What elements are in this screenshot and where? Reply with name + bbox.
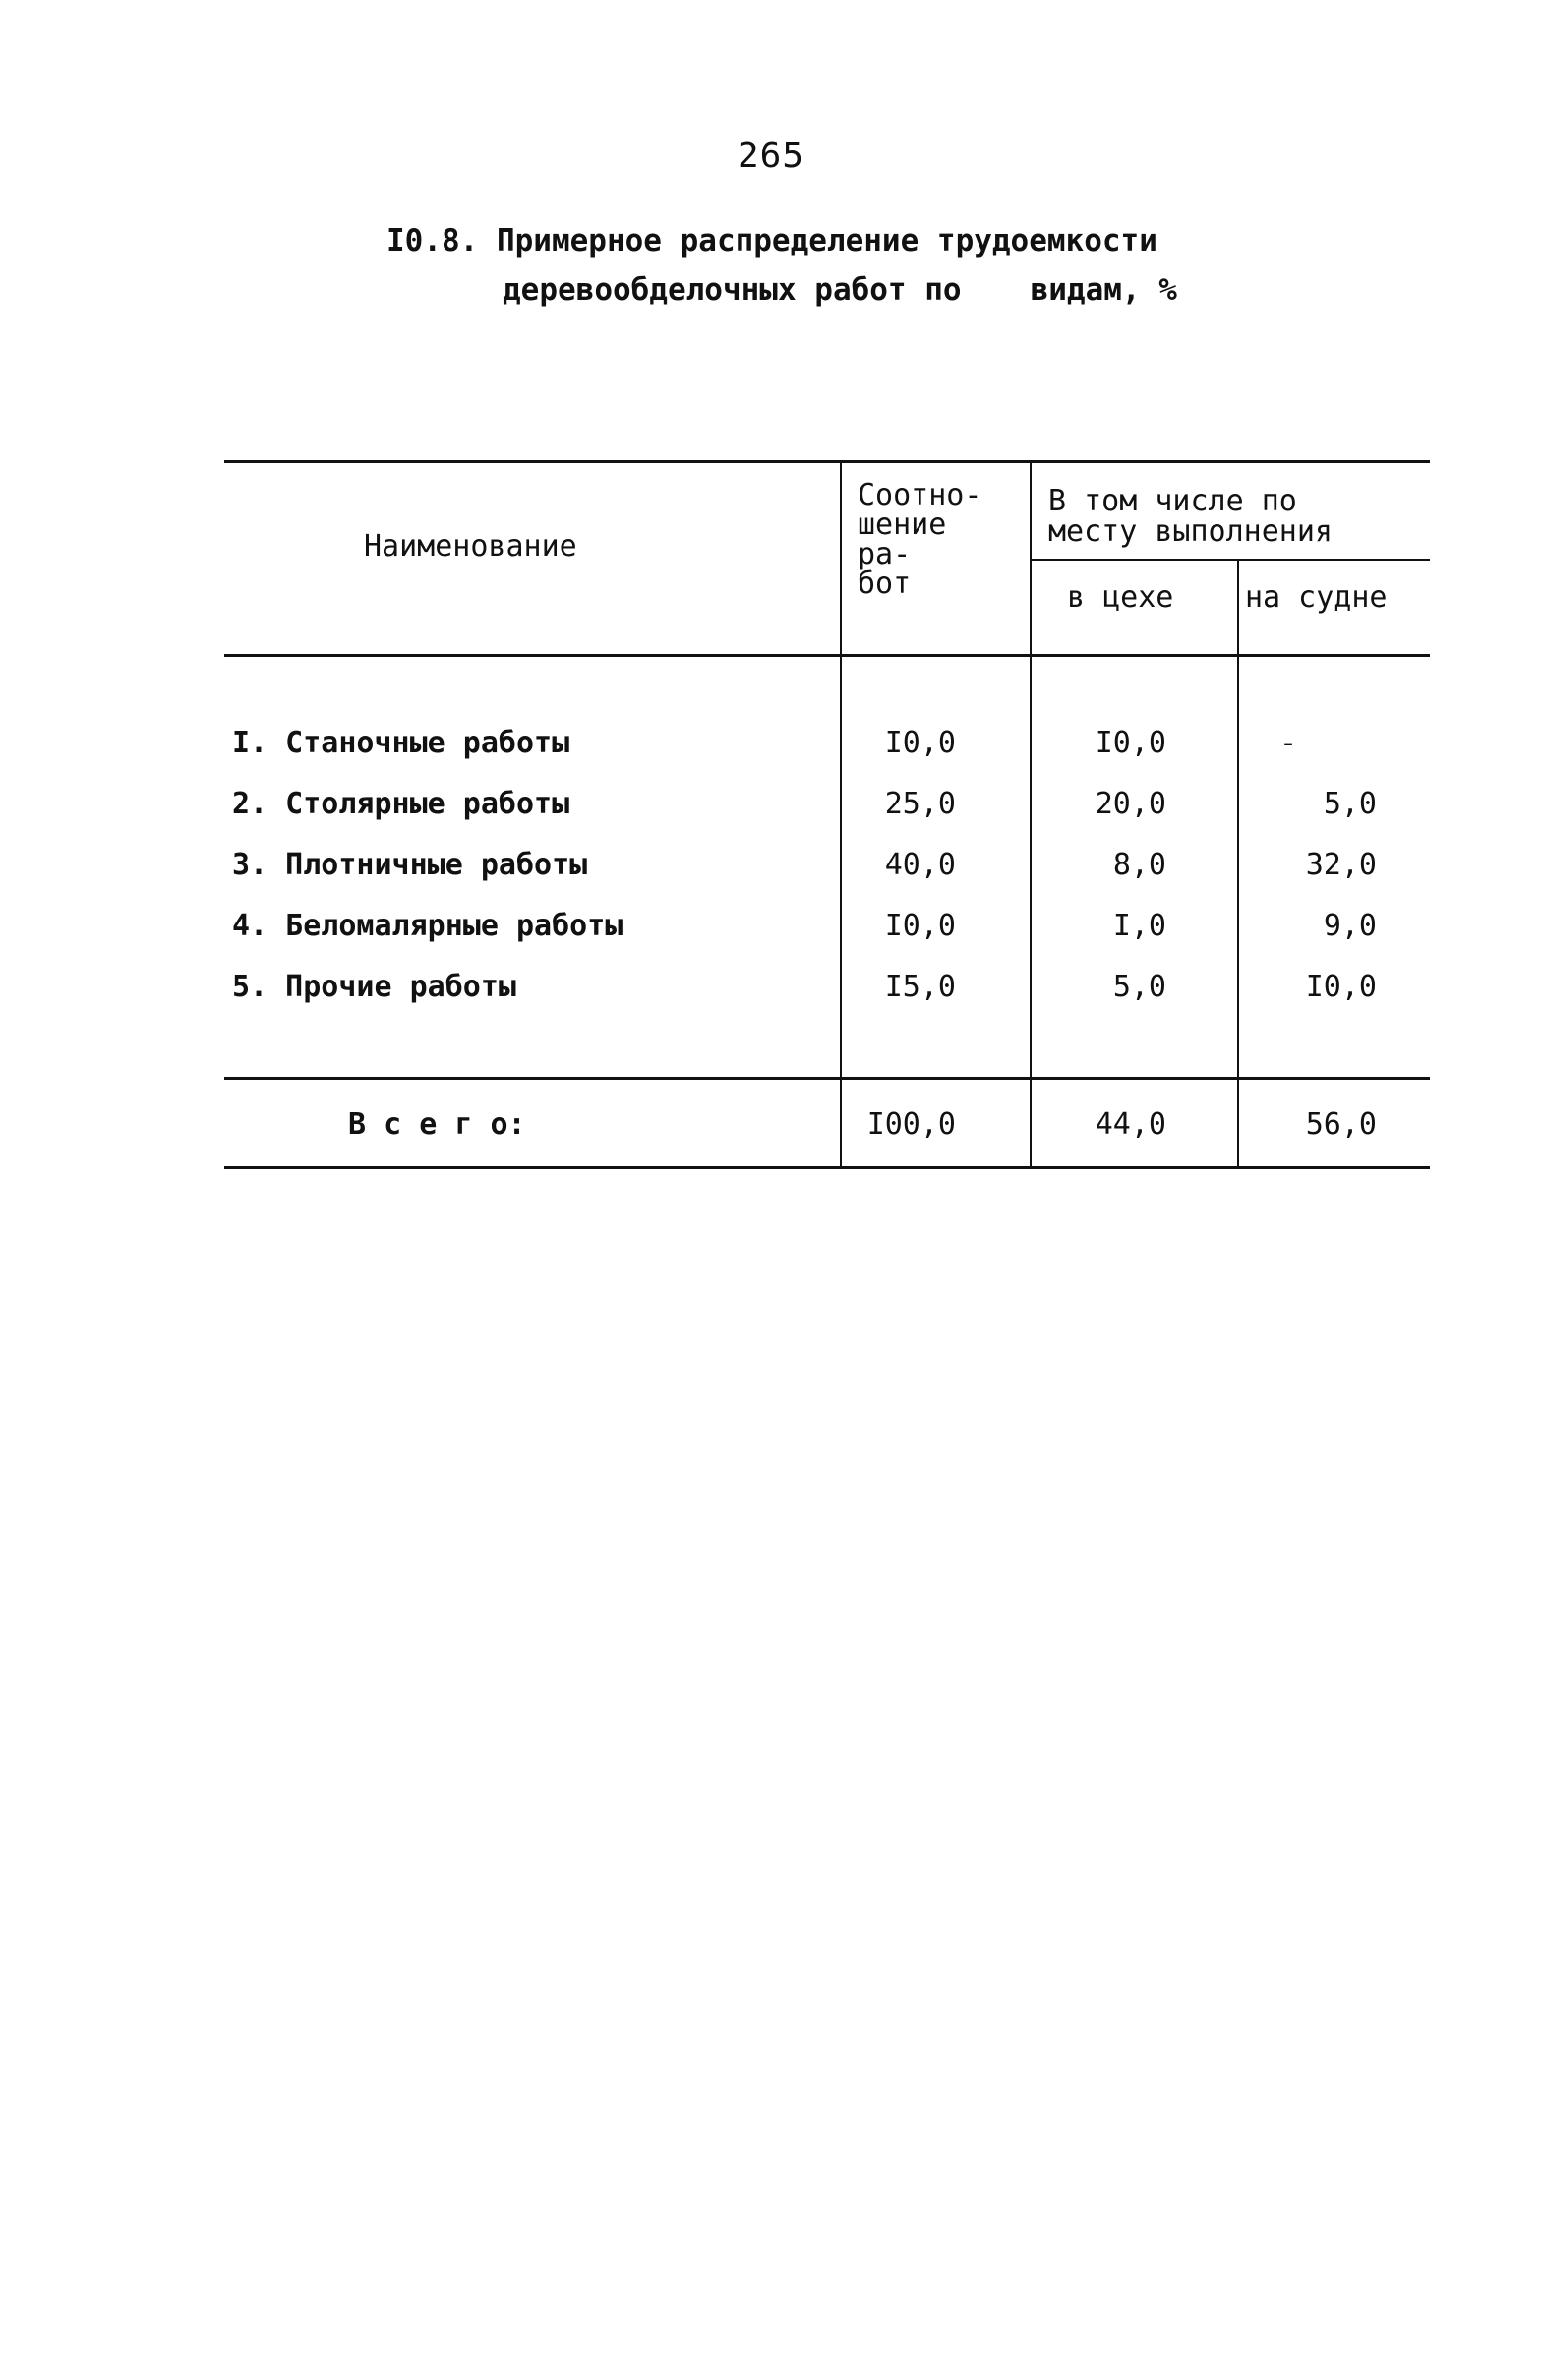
row-name: 4. Беломалярные работы xyxy=(232,909,623,943)
row-ship: I0,0 xyxy=(1305,970,1377,1004)
row-shop: 5,0 xyxy=(1112,970,1166,1004)
row-ship: 9,0 xyxy=(1323,909,1377,943)
header-ratio-line-2: шение xyxy=(858,507,947,542)
header-including-line-1: В том числе по xyxy=(1048,484,1297,518)
title-line-2-part-a: деревообделочных работ по xyxy=(503,272,962,308)
row-shop: 20,0 xyxy=(1095,787,1166,821)
row-name: I. Станочные работы xyxy=(232,726,570,760)
row-ship: 5,0 xyxy=(1323,787,1377,821)
total-label: В с е г о: xyxy=(348,1107,526,1142)
total-top-rule xyxy=(224,1077,1430,1080)
subheader-rule xyxy=(1031,559,1430,561)
row-ratio: I0,0 xyxy=(884,726,956,760)
header-shop: в цехе xyxy=(1067,580,1174,615)
column-divider-3 xyxy=(1237,561,1239,1168)
title-line-2-part-b: видам, % xyxy=(1030,272,1177,308)
title-line-2 xyxy=(386,266,1177,315)
row-shop: I,0 xyxy=(1112,909,1166,943)
row-ship: - xyxy=(1278,726,1298,760)
row-ratio: I0,0 xyxy=(884,909,956,943)
header-ratio-line-4: бот xyxy=(858,566,912,601)
row-ratio: I5,0 xyxy=(884,970,956,1004)
total-shop: 44,0 xyxy=(1095,1107,1166,1142)
row-ratio: 25,0 xyxy=(884,787,956,821)
row-ship: 32,0 xyxy=(1305,848,1377,882)
row-shop: I0,0 xyxy=(1095,726,1166,760)
title-line-1: I0.8. Примерное распределение трудоемкости xyxy=(386,223,1157,259)
header-ratio-line-1: Соотно- xyxy=(858,478,982,512)
table-bottom-rule xyxy=(224,1166,1430,1169)
header-ship: на судне xyxy=(1245,580,1388,615)
header-name: Наименование xyxy=(364,529,577,564)
page-number: 265 xyxy=(737,136,805,176)
header-ratio-line-3: ра- xyxy=(858,537,912,571)
table-top-rule xyxy=(224,460,1430,463)
row-ratio: 40,0 xyxy=(884,848,956,882)
column-divider-2 xyxy=(1030,462,1032,1168)
table-title xyxy=(386,216,1177,315)
total-ship: 56,0 xyxy=(1305,1107,1377,1142)
header-bottom-rule xyxy=(224,654,1430,657)
row-name: 2. Столярные работы xyxy=(232,787,570,821)
row-name: 5. Прочие работы xyxy=(232,970,516,1004)
row-shop: 8,0 xyxy=(1112,848,1166,882)
total-ratio: I00,0 xyxy=(866,1107,956,1142)
row-name: 3. Плотничные работы xyxy=(232,848,588,882)
header-including-line-2: месту выполнения xyxy=(1048,514,1333,549)
